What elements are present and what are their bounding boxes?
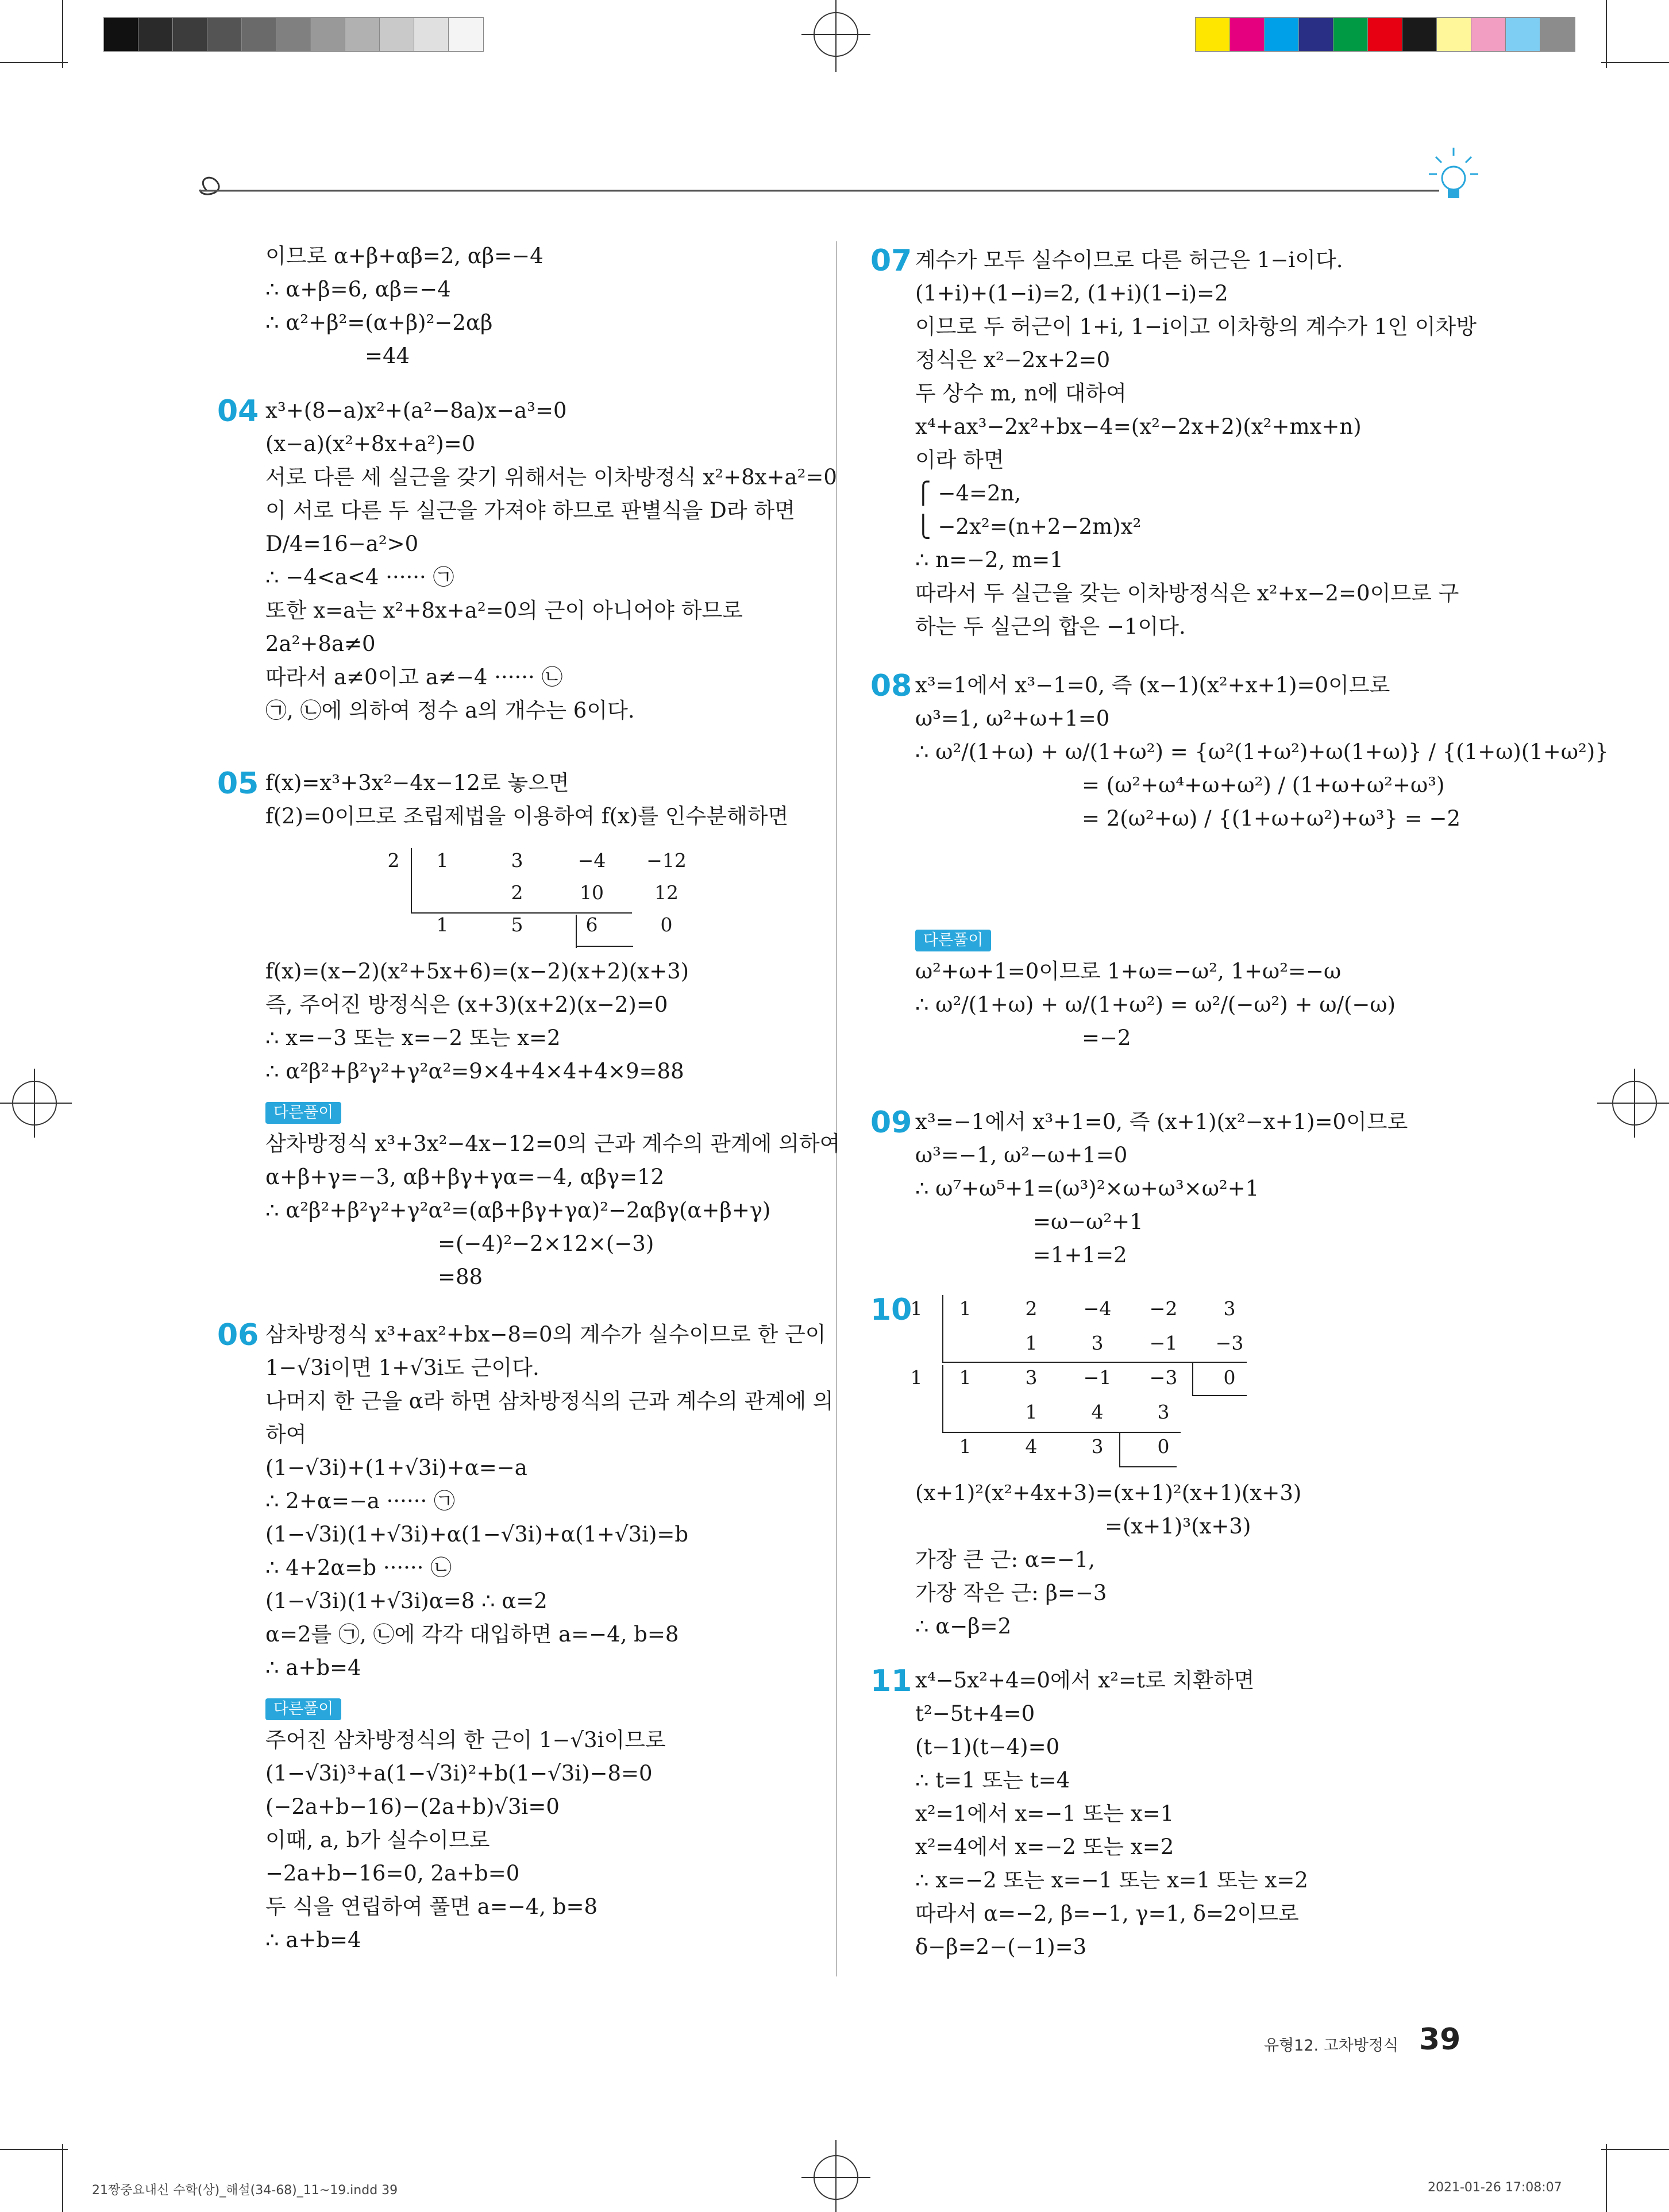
gray-swatch <box>414 17 449 52</box>
table-cell: −4 <box>577 849 606 872</box>
text-line: D/4=16−a²>0 <box>265 531 419 556</box>
gray-swatch <box>310 17 346 52</box>
text-line: f(x)=x³+3x²−4x−12로 놓으면 <box>265 770 569 795</box>
text-line: 또한 x=a는 x²+8x+a²=0의 근이 아니어야 하므로 <box>265 598 743 623</box>
text-line: 두 식을 연립하여 풀면 a=−4, b=8 <box>265 1894 598 1919</box>
text-line: 2a²+8a≠0 <box>265 631 376 656</box>
text-line: x²=1에서 x=−1 또는 x=1 <box>915 1801 1174 1826</box>
text-line: x⁴+ax³−2x²+bx−4=(x²−2x+2)(x²+mx+n) <box>915 414 1362 439</box>
registration-mark-right <box>1594 1069 1669 1138</box>
text-line: ∴ −4<a<4 ······ ㉠ <box>265 565 454 589</box>
header-rule <box>190 167 1477 213</box>
text-line: ∴ t=1 또는 t=4 <box>915 1768 1070 1793</box>
text-line: =(x+1)³(x+3) <box>1105 1514 1251 1539</box>
table-rule <box>411 912 632 914</box>
table-cell: 3 <box>1157 1401 1170 1423</box>
text-line: ω³=1, ω²+ω+1=0 <box>915 706 1110 731</box>
table-cell: 4 <box>1025 1435 1038 1458</box>
text-line: =1+1=2 <box>1033 1243 1127 1267</box>
table-cell: 6 <box>585 914 598 936</box>
problem-number: 09 <box>870 1105 912 1140</box>
table-cell: 1 <box>959 1366 972 1389</box>
gray-swatch <box>448 17 484 52</box>
lightbulb-icon <box>1428 147 1479 210</box>
table-cell: −3 <box>1149 1366 1178 1389</box>
color-swatch <box>1402 17 1437 52</box>
color-swatch <box>1367 17 1403 52</box>
text-line: ∴ ω²/(1+ω) + ω/(1+ω²) = {ω²(1+ω²)+ω(1+ω)} / {(1+ω)(1+ω²)} <box>915 739 1609 764</box>
table-cell: 1 <box>959 1435 972 1458</box>
problem-number: 11 <box>870 1664 912 1698</box>
text-line: 삼차방정식 x³+ax²+bx−8=0의 계수가 실수이므로 한 근이 <box>265 1322 826 1347</box>
text-line: ∴ a+b=4 <box>265 1655 361 1680</box>
text-line: (1−√3i)³+a(1−√3i)²+b(1−√3i)−8=0 <box>265 1761 653 1786</box>
color-swatch <box>1540 17 1575 52</box>
table-cell: 5 <box>511 914 523 936</box>
text-line: 하는 두 실근의 합은 −1이다. <box>915 614 1186 639</box>
table-rule <box>942 1362 1247 1363</box>
text-line: 이라 하면 <box>915 448 1004 472</box>
text-line: 정식은 x²−2x+2=0 <box>915 348 1111 372</box>
color-swatch <box>1436 17 1472 52</box>
table-cell: 3 <box>1091 1332 1104 1354</box>
text-line: ω³=−1, ω²−ω+1=0 <box>915 1143 1128 1167</box>
text-line: =(−4)²−2×12×(−3) <box>438 1231 654 1256</box>
table-rule <box>942 1432 1181 1433</box>
text-line: 가장 큰 근: α=−1, <box>915 1547 1096 1572</box>
gray-swatch <box>172 17 208 52</box>
text-line: 하여 <box>265 1422 307 1447</box>
table-cell: 3 <box>1223 1297 1236 1320</box>
text-line: 두 상수 m, n에 대하여 <box>915 381 1127 406</box>
table-cell: 3 <box>511 849 523 872</box>
text-line: 이때, a, b가 실수이므로 <box>265 1828 490 1852</box>
color-swatch <box>1505 17 1541 52</box>
table-cell: 1 <box>1025 1401 1038 1423</box>
problem-number: 07 <box>870 244 912 278</box>
text-line: 즉, 주어진 방정식은 (x+3)(x+2)(x−2)=0 <box>265 992 668 1017</box>
table-cell: 1 <box>436 849 449 872</box>
text-line: 주어진 삼차방정식의 한 근이 1−√3i이므로 <box>265 1728 666 1752</box>
text-line: (−2a+b−16)−(2a+b)√3i=0 <box>265 1794 560 1819</box>
text-line: 따라서 두 실근을 갖는 이차방정식은 x²+x−2=0이므로 구 <box>915 581 1459 606</box>
page-footer <box>1264 2022 1534 2057</box>
table-cell: 0 <box>660 914 673 936</box>
text-line: 서로 다른 세 실근을 갖기 위해서는 이차방정식 x²+8x+a²=0 <box>265 465 837 490</box>
text-line: ∴ ω⁷+ω⁵+1=(ω³)²×ω+ω³×ω²+1 <box>915 1176 1259 1201</box>
text-line: −2a+b−16=0, 2a+b=0 <box>265 1861 520 1886</box>
text-line: ∴ α−β=2 <box>915 1614 1012 1639</box>
text-line: 이므로 두 허근이 1+i, 1−i이고 이차항의 계수가 1인 이차방 <box>915 314 1477 339</box>
alt-solution-badge: 다른풀이 <box>915 930 991 951</box>
problem-number: 08 <box>870 669 912 703</box>
color-swatch <box>1333 17 1369 52</box>
text-line: ∴ x=−2 또는 x=−1 또는 x=1 또는 x=2 <box>915 1868 1308 1893</box>
registration-mark-left <box>0 1069 75 1138</box>
text-line: ∴ α²β²+β²γ²+γ²α²=(αβ+βγ+γα)²−2αβγ(α+β+γ) <box>265 1198 771 1223</box>
text-line: ∴ α²+β²=(α+β)²−2αβ <box>265 310 493 335</box>
problem-number: 04 <box>217 394 259 429</box>
table-rule <box>942 1365 943 1433</box>
text-line: =88 <box>438 1265 483 1289</box>
table-rule <box>942 1295 943 1363</box>
page-number: 39 <box>1419 2022 1461 2057</box>
text-line: 따라서 a≠0이고 a≠−4 ······ ㉡ <box>265 665 563 689</box>
slug-filename: 21짱중요내신 수학(상)_해설(34-68)_11~19.indd 39 <box>92 2183 398 2198</box>
text-line: ∴ 2+α=−a ······ ㉠ <box>265 1489 455 1513</box>
text-line: x²=4에서 x=−2 또는 x=2 <box>915 1835 1174 1859</box>
column-divider <box>836 241 837 1976</box>
text-line: x³=−1에서 x³+1=0, 즉 (x+1)(x²−x+1)=0이므로 <box>915 1109 1408 1134</box>
text-line: (1−√3i)+(1+√3i)+α=−a <box>265 1455 527 1480</box>
color-swatch <box>1229 17 1265 52</box>
divisor: 1 <box>910 1366 923 1389</box>
table-rule <box>411 848 412 912</box>
table-cell: 1 <box>959 1297 972 1320</box>
table-cell: 2 <box>511 881 523 904</box>
table-cell: −2 <box>1149 1297 1178 1320</box>
table-rule <box>576 915 577 948</box>
text-line: ω²+ω+1=0이므로 1+ω=−ω², 1+ω²=−ω <box>915 959 1342 984</box>
problem-number: 06 <box>217 1318 259 1352</box>
table-cell: 0 <box>1157 1435 1170 1458</box>
gray-swatch <box>241 17 277 52</box>
color-swatch <box>1298 17 1334 52</box>
text-line: 삼차방정식 x³+3x²−4x−12=0의 근과 계수의 관계에 의하여 <box>265 1131 841 1156</box>
text-line: 가장 작은 근: β=−3 <box>915 1581 1107 1605</box>
text-line: x³=1에서 x³−1=0, 즉 (x−1)(x²+x+1)=0이므로 <box>915 673 1390 697</box>
text-line: ㉠, ㉡에 의하여 정수 a의 개수는 6이다. <box>265 698 635 723</box>
text-line: 이 서로 다른 두 실근을 가져야 하므로 판별식을 D라 하면 <box>265 498 795 523</box>
text-line: 나머지 한 근을 α라 하면 삼차방정식의 근과 계수의 관계에 의 <box>265 1389 834 1413</box>
table-rule <box>1192 1395 1247 1396</box>
text-line: 따라서 α=−2, β=−1, γ=1, δ=2이므로 <box>915 1901 1299 1926</box>
table-cell: 1 <box>1025 1332 1038 1354</box>
gray-swatch <box>345 17 380 52</box>
text-line: f(x)=(x−2)(x²+5x+6)=(x−2)(x+2)(x+3) <box>265 959 689 984</box>
table-cell: −1 <box>1149 1332 1178 1354</box>
text-line: ∴ a+b=4 <box>265 1928 361 1952</box>
text-line: =44 <box>365 344 410 368</box>
table-rule <box>1192 1363 1193 1396</box>
text-line: (x−a)(x²+8x+a²)=0 <box>265 431 476 456</box>
gray-swatch <box>138 17 174 52</box>
table-cell: −3 <box>1215 1332 1244 1354</box>
text-line: ∴ α+β=6, αβ=−4 <box>265 277 451 302</box>
text-line: (1−√3i)(1+√3i)+α(1−√3i)+α(1+√3i)=b <box>265 1522 689 1547</box>
table-cell: 1 <box>436 914 449 936</box>
text-line: 계수가 모두 실수이므로 다른 허근은 1−i이다. <box>915 248 1343 272</box>
text-line: ∴ α²β²+β²γ²+γ²α²=9×4+4×4+4×9=88 <box>265 1059 684 1084</box>
table-cell: 3 <box>1025 1366 1038 1389</box>
registration-mark-bottom <box>801 2137 870 2212</box>
text-line: (1+i)+(1−i)=2, (1+i)(1−i)=2 <box>915 281 1228 306</box>
alt-solution-badge: 다른풀이 <box>265 1698 341 1720</box>
text-line: = 2(ω²+ω) / {(1+ω+ω²)+ω³} = −2 <box>1082 806 1461 831</box>
alt-solution-badge: 다른풀이 <box>265 1102 341 1124</box>
text-line: (x+1)²(x²+4x+3)=(x+1)²(x+1)(x+3) <box>915 1481 1302 1505</box>
text-line: ∴ n=−2, m=1 <box>915 548 1063 572</box>
table-cell: 3 <box>1091 1435 1104 1458</box>
problem-number: 05 <box>217 766 259 801</box>
text-line: f(2)=0이므로 조립제법을 이용하여 f(x)를 인수분해하면 <box>265 804 789 828</box>
text-line: 이므로 α+β+αβ=2, αβ=−4 <box>265 244 544 268</box>
gray-swatch <box>207 17 242 52</box>
gray-swatch <box>276 17 311 52</box>
text-line: α+β+γ=−3, αβ+βγ+γα=−4, αβγ=12 <box>265 1165 665 1189</box>
table-rule <box>1119 1433 1120 1467</box>
section-title: 유형12. 고차방정식 <box>1264 2037 1399 2055</box>
text-line: x⁴−5x²+4=0에서 x²=t로 치환하면 <box>915 1668 1255 1693</box>
text-line: ∴ 4+2α=b ······ ㉡ <box>265 1555 452 1580</box>
text-line: =−2 <box>1082 1026 1131 1050</box>
slug-datetime: 2021-01-26 17:08:07 <box>1428 2180 1562 2195</box>
table-cell: −12 <box>646 849 687 872</box>
gray-swatch <box>103 17 139 52</box>
color-swatch <box>1195 17 1231 52</box>
text-line: δ−β=2−(−1)=3 <box>915 1934 1087 1959</box>
table-cell: 4 <box>1091 1401 1104 1423</box>
text-line: ⎧ −4=2n, <box>915 481 1022 506</box>
registration-mark-top <box>801 0 870 75</box>
text-line: x³+(8−a)x²+(a²−8a)x−a³=0 <box>265 398 567 423</box>
text-line: ∴ ω²/(1+ω) + ω/(1+ω²) = ω²/(−ω²) + ω/(−ω) <box>915 992 1396 1017</box>
gray-swatch <box>379 17 415 52</box>
color-swatch <box>1264 17 1300 52</box>
table-cell: 0 <box>1223 1366 1236 1389</box>
text-line: t²−5t+4=0 <box>915 1701 1035 1726</box>
divisor: 1 <box>910 1297 923 1320</box>
table-cell: −1 <box>1083 1366 1112 1389</box>
table-cell: −4 <box>1083 1297 1112 1320</box>
text-line: = (ω²+ω⁴+ω+ω²) / (1+ω+ω²+ω³) <box>1082 773 1445 797</box>
problem-number: 10 <box>870 1293 912 1327</box>
table-rule <box>1119 1466 1177 1467</box>
text-line: ∴ x=−3 또는 x=−2 또는 x=2 <box>265 1026 561 1050</box>
text-line: α=2를 ㉠, ㉡에 각각 대입하면 a=−4, b=8 <box>265 1622 679 1647</box>
table-rule <box>576 946 633 947</box>
table-cell: 10 <box>580 881 604 904</box>
text-line: 1−√3i이면 1+√3i도 근이다. <box>265 1355 539 1380</box>
text-line: (1−√3i)(1+√3i)α=8 ∴ α=2 <box>265 1589 548 1613</box>
table-cell: 12 <box>654 881 679 904</box>
text-line: =ω−ω²+1 <box>1033 1209 1143 1234</box>
text-line: ⎩ −2x²=(n+2−2m)x² <box>915 514 1142 539</box>
divisor: 2 <box>387 849 400 872</box>
table-cell: 2 <box>1025 1297 1038 1320</box>
color-swatch <box>1471 17 1506 52</box>
text-line: (t−1)(t−4)=0 <box>915 1735 1060 1759</box>
